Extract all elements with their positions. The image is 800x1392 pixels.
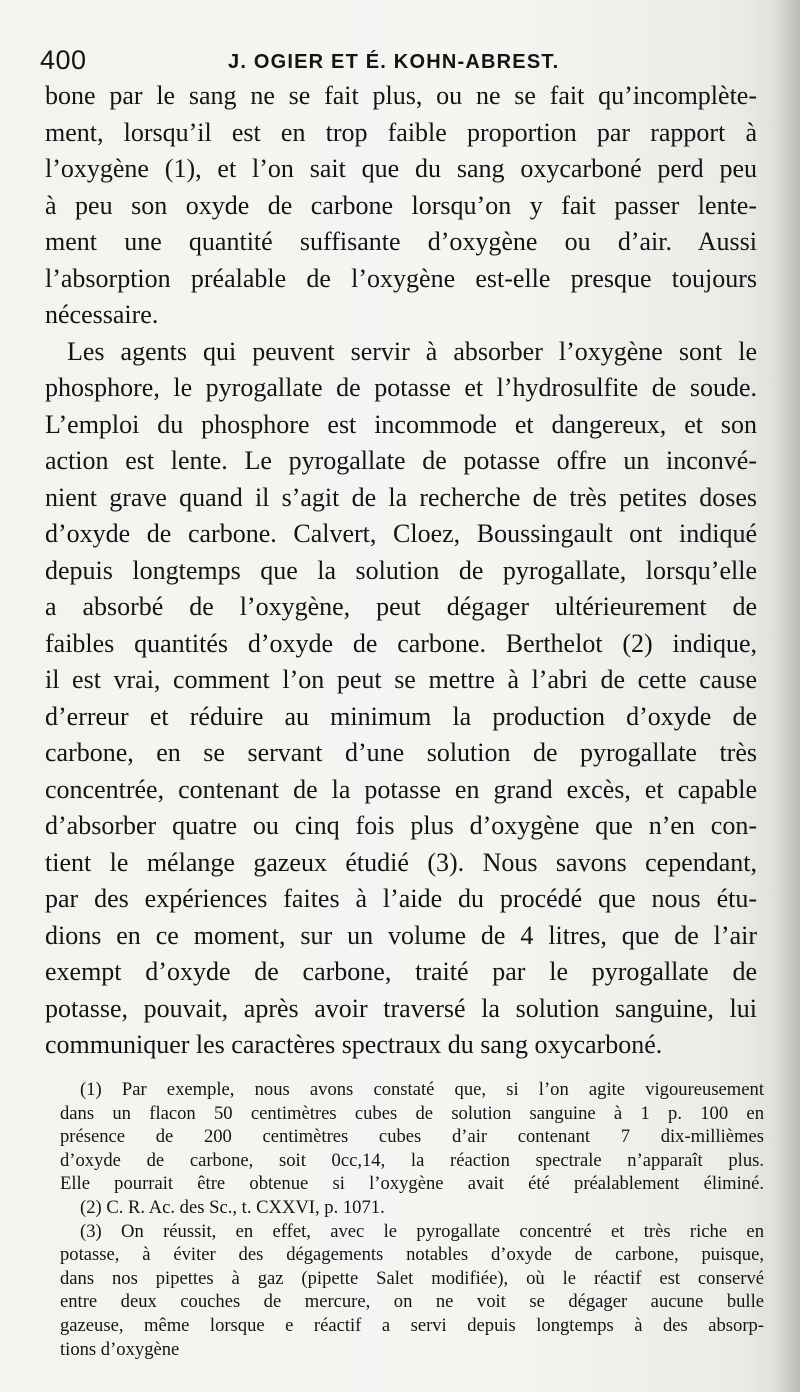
body-line: a absorbé de l’oxygène, peut dégager ultérieurement de xyxy=(45,592,757,621)
footnote-line: (3) On réussit, en effet, avec le pyrogallate concentré et très riche en xyxy=(80,1220,764,1242)
body-line: action est lente. Le pyrogallate de potasse offre un inconvé- xyxy=(45,446,757,475)
body-line: concentrée, contenant de la potasse en grand excès, et capable xyxy=(45,774,757,804)
body-line: par des expériences faites à l’aide du procédé que nous étu- xyxy=(45,884,757,913)
body-line: à peu son oxyde de carbone lorsqu’on y fait passer lente- xyxy=(45,190,757,220)
footnote-line: potasse, à éviter des dégagements notables d’oxyde de carbone, puisque, xyxy=(60,1244,764,1266)
body-line: exempt d’oxyde de carbone, traité par le pyrogallate de xyxy=(45,957,757,986)
footnote-line: dans un flacon 50 centimètres cubes de solution sanguine à 1 p. 100 en xyxy=(60,1102,764,1124)
body-line: faibles quantités d’oxyde de carbone. Berthelot (2) indique, xyxy=(45,628,757,658)
footnotes xyxy=(60,1078,764,1361)
page-number: 400 xyxy=(40,45,87,75)
footnote-line: tions d’oxygène xyxy=(60,1338,180,1360)
body-line: d’absorber quatre ou cinq fois plus d’oxygène que n’en con- xyxy=(45,811,757,840)
body-line: dions en ce moment, sur un volume de 4 litres, que de l’air xyxy=(45,920,757,950)
body-line: ment, lorsqu’il est en trop faible proportion par rapport à xyxy=(45,117,757,147)
body-line: il est vrai, comment l’on peut se mettre à l’abri de cette cause xyxy=(45,665,757,694)
body-line: L’emploi du phosphore est incommode et dangereux, et son xyxy=(45,409,757,439)
body-text xyxy=(45,78,757,1064)
body-line: d’oxyde de carbone. Calvert, Cloez, Boussingault ont indiqué xyxy=(45,519,757,548)
page-header xyxy=(40,40,760,80)
body-line: depuis longtemps que la solution de pyrogallate, lorsqu’elle xyxy=(45,555,757,585)
footnote-line: (1) Par exemple, nous avons constaté que, si l’on agite vigoureusement xyxy=(80,1079,764,1100)
body-line: d’erreur et réduire au minimum la production d’oxyde de xyxy=(45,701,757,731)
body-line: l’oxygène (1), et l’on sait que du sang oxycarboné perd peu xyxy=(45,154,757,183)
footnote-line: d’oxyde de carbone, soit 0cc,14, la réaction spectrale n’apparaît plus. xyxy=(60,1149,764,1171)
body-line: l’absorption préalable de l’oxygène est-elle presque toujours xyxy=(45,263,757,293)
footnote-line: (2) C. R. Ac. des Sc., t. CXXVI, p. 1071. xyxy=(80,1196,385,1218)
footnote-line: présence de 200 centimètres cubes d’air contenant 7 dix-millièmes xyxy=(60,1126,764,1148)
body-line: potasse, pouvait, après avoir traversé la solution sanguine, lui xyxy=(45,993,757,1023)
body-line: Les agents qui peuvent servir à absorber l’oxygène sont le xyxy=(67,336,757,366)
body-line: communiquer les caractères spectraux du sang oxycarboné. xyxy=(45,1030,663,1059)
running-head: J. OGIER ET É. KOHN-ABREST. xyxy=(228,51,560,73)
body-line: phosphore, le pyrogallate de potasse et l’hydrosulfite de soude. xyxy=(45,373,757,402)
footnote-line: entre deux couches de mercure, on ne voit se dégager aucune bulle xyxy=(60,1291,764,1313)
body-line: nécessaire. xyxy=(45,300,159,329)
body-line: bone par le sang ne se fait plus, ou ne se fait qu’incomplète- xyxy=(45,81,757,110)
footnote-line: gazeuse, même lorsque e réactif a servi depuis longtemps à des absorp- xyxy=(60,1314,764,1336)
body-line: nient grave quand il s’agit de la recherche de très petites doses xyxy=(45,482,757,512)
body-line: tient le mélange gazeux étudié (3). Nous savons cependant, xyxy=(45,847,757,877)
body-line: carbone, en se servant d’une solution de pyrogallate très xyxy=(45,738,757,767)
page-edge-shadow xyxy=(774,0,800,1392)
footnote-line: dans nos pipettes à gaz (pipette Salet modifiée), où le réactif est conservé xyxy=(60,1267,764,1289)
footnote-line: Elle pourrait être obtenue si l’oxygène avait été préalablement éliminé. xyxy=(60,1173,764,1195)
body-line: ment une quantité suffisante d’oxygène ou d’air. Aussi xyxy=(45,227,757,256)
